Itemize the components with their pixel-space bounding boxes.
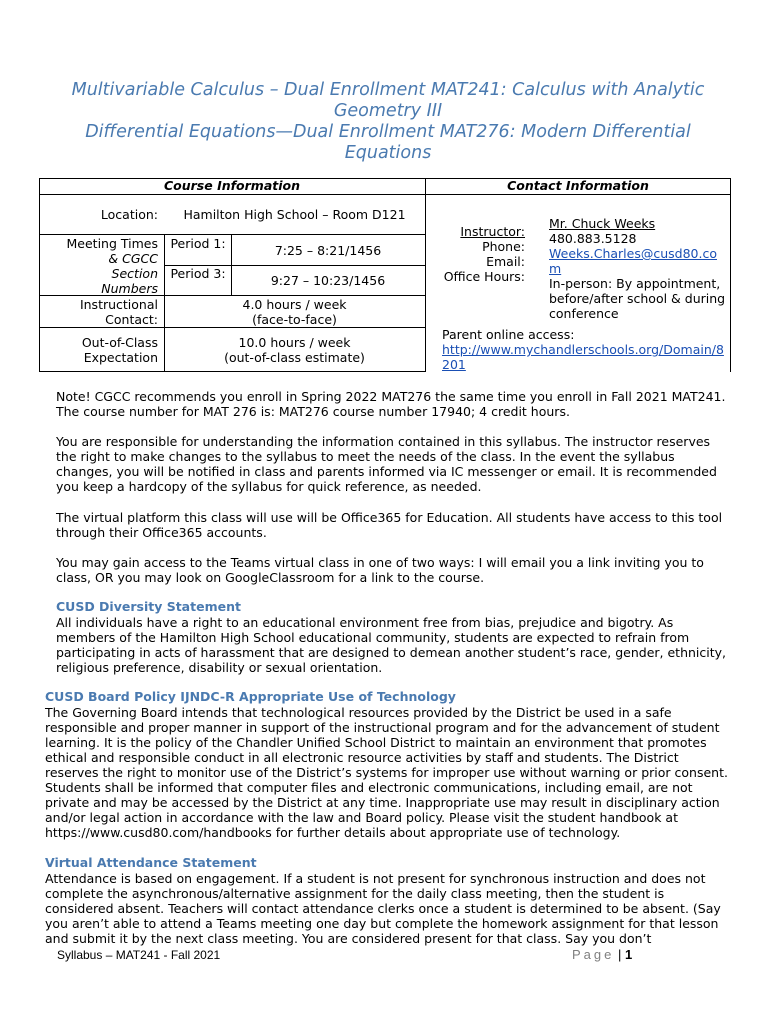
phone-value: 480.883.5128 <box>549 231 637 246</box>
location-label: Location: <box>100 207 158 222</box>
title-line-2: Differential Equations—Dual Enrollment MAT276: Modern Differential Equations <box>85 122 691 163</box>
enrollment-note: Note! CGCC recommends you enroll in Spring 2022 MAT276 the same time you enroll in Fall 2021 MAT241. The course number for MAT 276 is: MAT276 course number 17940; 4 credit hours. <box>56 389 726 419</box>
title-line-1: Multivariable Calculus – Dual Enrollment MAT241: Calculus with Analytic Geometry III <box>71 80 705 121</box>
diversity-text: All individuals have a right to an educational environment free from bias, prejudice and bigotry. As members of the Hamilton High School educational community, students are expected to refrain from participating in acts of harassment that are designed to demean another student’s race, gender, ethnicity, religious preference, disability or sexual orientation. <box>56 615 727 675</box>
footer-page-word: Page <box>572 947 615 962</box>
contact-values <box>549 216 727 321</box>
responsibility-paragraph: You are responsible for understanding the information contained in this syllabus. The instructor reserves the right to make changes to the syllabus to meet the needs of the class. In the event the syllabus changes, you will be notified in class and parents informed via IC messenger or email. It is recommended you keep a hardcopy of the syllabus for quick reference, as needed. <box>56 434 717 494</box>
instructional-contact-label: Instructional Contact: <box>79 297 158 327</box>
contact-labels <box>431 224 525 284</box>
email-link[interactable]: Weeks.Charles@cusd80.com <box>549 246 717 276</box>
footer-page-number <box>572 947 632 962</box>
footer-document-name: Syllabus – MAT241 - Fall 2021 <box>57 948 221 962</box>
technology-policy-heading: CUSD Board Policy IJNDC-R Appropriate Use of Technology <box>45 689 456 704</box>
meeting-times-label: Meeting Times & CGCC Section Numbers <box>66 236 158 296</box>
parent-access-label: Parent online access: <box>442 327 575 342</box>
attendance-heading: Virtual Attendance Statement <box>45 855 257 870</box>
email-label: Email: <box>486 254 525 269</box>
footer-page-num: 1 <box>624 947 633 962</box>
parent-access-link[interactable]: http://www.mychandlerschools.org/Domain/8201 <box>442 342 724 372</box>
course-info-header: Course Information <box>163 178 301 193</box>
diversity-heading: CUSD Diversity Statement <box>56 599 241 614</box>
technology-policy-text: The Governing Board intends that technological resources provided by the District be used in a safe responsible and proper manner in support of the instructional program and for the advancement of student learning. It is the policy of the Chandler Unified School District to maintain an environment that promotes ethical and responsible conduct in all electronic resource activities by staff and students. The District reserves the right to monitor use of the District’s systems for improper use without warning or prior consent. Students shall be informed that computer files and electronic communications, including email, are not private and may be accessed by the District at any time. Inappropriate use may result in disciplinary action and/or legal action in accordance with the law and Board policy. Please visit the student handbook at https://www.cusd80.com/handbooks for further details about appropriate use of technology. <box>45 705 728 840</box>
office-hours-value: In-person: By appointment, before/after school & during conference <box>549 276 726 321</box>
footer-page-separator: | <box>614 947 625 962</box>
instructional-contact-value: 4.0 hours / week (face-to-face) <box>242 297 347 327</box>
document-title <box>50 80 726 164</box>
out-of-class-value: 10.0 hours / week (out-of-class estimate) <box>224 335 365 365</box>
instructor-label: Instructor: <box>460 224 525 239</box>
out-of-class-label: Out-of-Class Expectation <box>81 335 158 365</box>
contact-info-header: Contact Information <box>507 178 649 193</box>
phone-label: Phone: <box>482 239 525 254</box>
period-1-value: 7:25 – 8:21/1456 <box>274 243 382 258</box>
period-3-label: Period 3: <box>170 266 226 281</box>
parent-access <box>442 327 727 372</box>
instructor-name: Mr. Chuck Weeks <box>549 216 656 231</box>
course-info-table <box>39 178 731 372</box>
office-hours-label: Office Hours: <box>443 269 525 284</box>
location-value: Hamilton High School – Room D121 <box>183 207 406 222</box>
period-3-value: 9:27 – 10:23/1456 <box>270 273 386 288</box>
teams-access-paragraph: You may gain access to the Teams virtual class in one of two ways: I will email you a link inviting you to class, OR you may look on GoogleClassroom for a link to the course. <box>56 555 704 585</box>
period-1-label: Period 1: <box>170 236 226 251</box>
virtual-platform-paragraph: The virtual platform this class will use will be Office365 for Education. All students have access to this tool through their Office365 accounts. <box>56 510 723 540</box>
attendance-text: Attendance is based on engagement. If a student is not present for synchronous instruction and does not complete the asynchronous/alternative assignment for the daily class meeting, then the student is considered absent. Teachers will contact attendance clerks once a student is determined to be absent. (Say you aren’t able to attend a Teams meeting one day but complete the homework assignment for that lesson and submit it by the next class meeting. You are considered present for that class. Say you don’t <box>45 871 721 946</box>
